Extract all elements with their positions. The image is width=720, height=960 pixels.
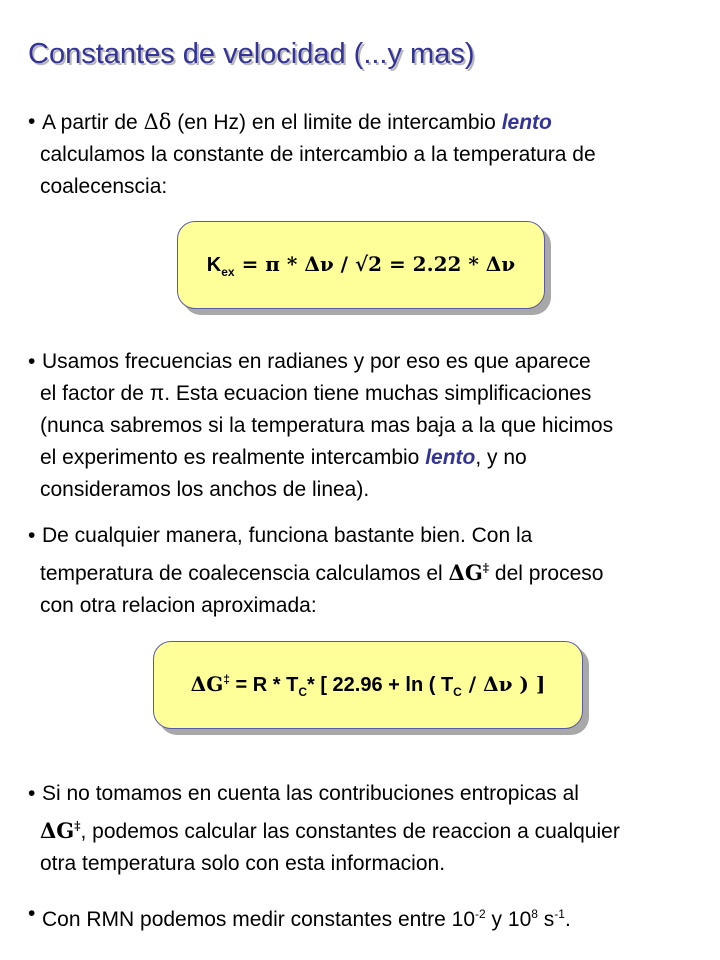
p2-text-b: , y no xyxy=(475,446,527,469)
p4-line-2 xyxy=(28,810,620,848)
delta-delta-symbol: Δδ xyxy=(143,110,172,134)
p2-line-1: • Usamos frecuencias en radianes y por eso es que aparece xyxy=(28,346,613,378)
p2-line-3: (nunca sabremos si la temperatura mas baja a la que hicimos xyxy=(40,414,614,437)
p5-text-b: y 10 xyxy=(485,908,532,931)
p5-text-d: . xyxy=(564,908,571,931)
p4-line-3: otra temperatura solo con esta informacion. xyxy=(40,852,446,875)
exp-8: 8 xyxy=(531,907,538,921)
p3-line-3: con otra relacion aproximada: xyxy=(40,594,317,617)
formula-kex xyxy=(207,252,515,279)
p2-text-a: el experimento es realmente intercambio xyxy=(40,446,426,469)
p1-text-a: A partir de xyxy=(42,111,144,134)
p5-line-1 xyxy=(28,898,571,936)
paragraph-5 xyxy=(28,898,571,936)
dagger-sup-2: ‡ xyxy=(74,819,81,833)
dg-part-a: = R * T xyxy=(229,673,299,696)
kex-subscript: ex xyxy=(221,264,235,279)
p3-line-2 xyxy=(28,552,603,590)
paragraph-2 xyxy=(28,346,613,506)
dg-dagger: ‡ xyxy=(223,671,230,686)
paragraph-3 xyxy=(28,520,603,622)
p2-line-5: consideramos los anchos de linea). xyxy=(40,478,370,501)
slide-title: Constantes de velocidad (...y mas) xyxy=(28,38,475,70)
delta-g-text: ΔG xyxy=(448,560,483,585)
formula-dg-box xyxy=(153,641,583,729)
p1-line-1 xyxy=(28,106,596,139)
lento-emphasis-2: lento xyxy=(425,446,476,469)
exp-minus-1: -1 xyxy=(554,907,565,921)
p1-line-3: coalecenscia: xyxy=(40,175,168,198)
p3-text-b: del proceso xyxy=(489,562,604,585)
tc-subscript-2: C xyxy=(453,684,462,699)
p4-line-1: • Si no tomamos en cuenta las contribuciones entropicas al xyxy=(28,778,620,810)
dagger-sup: ‡ xyxy=(482,561,490,575)
p5-text-a: Con RMN podemos medir constantes entre 10 xyxy=(42,908,476,931)
p3-line-1: • De cualquier manera, funciona bastante bien. Con la xyxy=(28,520,603,552)
p1-text-b: (en Hz) en el limite de intercambio xyxy=(171,111,502,134)
p2-line-2: el factor de π. Esta ecuacion tiene muchas simplificaciones xyxy=(40,382,592,405)
p4-text-b: , podemos calcular las constantes de reaccion a cualquier xyxy=(80,820,620,843)
paragraph-4 xyxy=(28,778,620,880)
delta-g-symbol-2 xyxy=(40,818,81,843)
p5-text-c: s xyxy=(537,908,555,931)
paragraph-1 xyxy=(28,106,596,203)
delta-g-text-2: ΔG xyxy=(40,818,75,843)
dg-part-b: * [ 22.96 + ln ( T xyxy=(307,673,454,696)
p3-text-a: temperatura de coalecenscia calculamos el xyxy=(40,562,449,585)
dg-part-c: / Δν ) ] xyxy=(461,671,546,696)
kex-k: K xyxy=(206,253,222,276)
p2-line-4 xyxy=(28,442,613,474)
p1-line-2: calculamos la constante de intercambio a la temperatura de xyxy=(40,143,596,166)
delta-g-symbol xyxy=(449,560,490,585)
lento-emphasis: lento xyxy=(501,111,552,134)
kex-expression: = π * Δν / √2 = 2.22 * Δν xyxy=(234,251,516,276)
tc-subscript-1: C xyxy=(298,684,307,699)
exp-minus-2: -2 xyxy=(475,907,486,921)
formula-kex-box xyxy=(177,221,545,309)
dg-symbol: ΔG xyxy=(190,671,224,696)
formula-dg xyxy=(191,672,546,699)
